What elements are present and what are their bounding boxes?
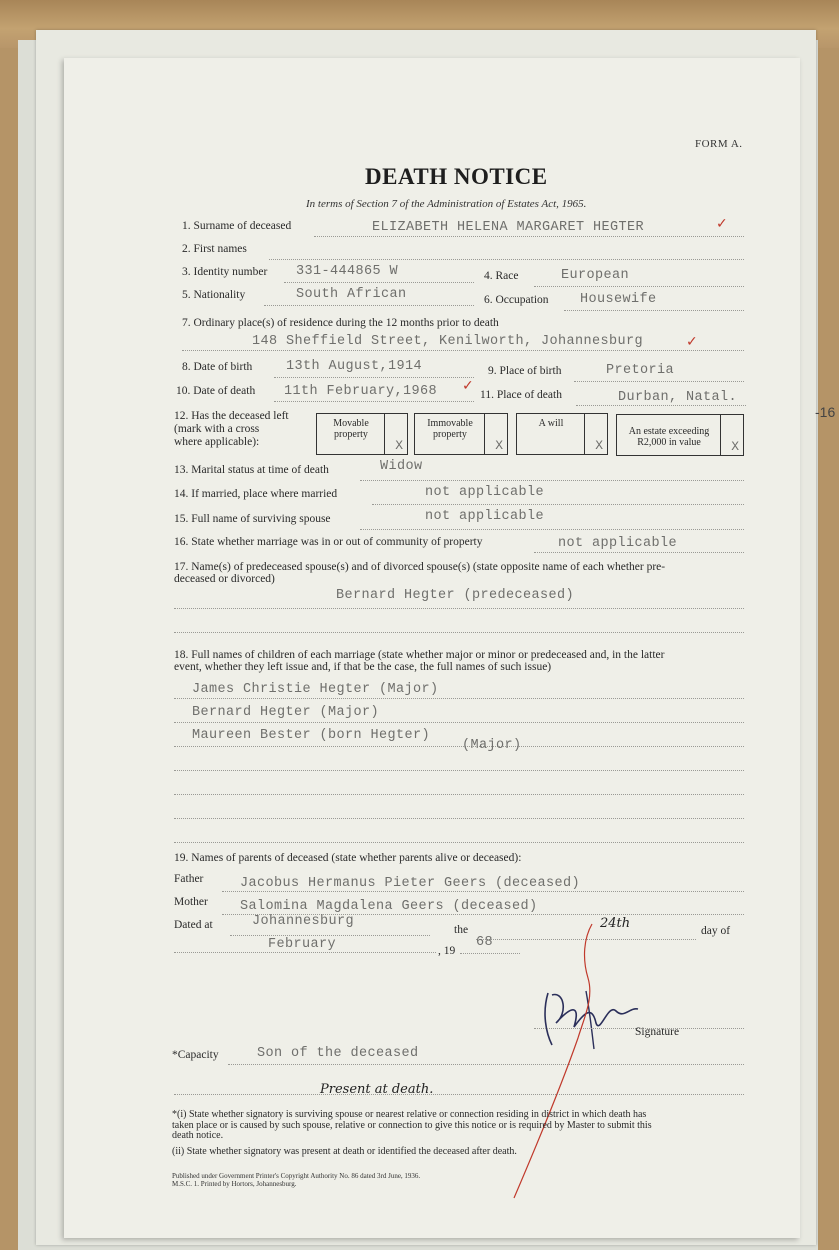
check-mark-icon: ✓ — [462, 378, 474, 394]
day-value: 24th — [600, 916, 631, 931]
capacity-label: *Capacity — [172, 1049, 219, 1061]
mother-label: Mother — [174, 896, 208, 908]
predeceased-spouse-value: Bernard Hegter (predeceased) — [336, 588, 575, 603]
mother-value: Salomina Magdalena Geers (deceased) — [240, 899, 538, 914]
nationality-label: 5. Nationality — [182, 289, 246, 301]
signature-label: Signature — [635, 1026, 680, 1038]
footnote-2: (ii) State whether signatory was present at death or identified the deceased after death. — [172, 1146, 517, 1157]
marital-status-label: 13. Marital status at time of death — [174, 464, 329, 476]
surviving-spouse-value: not applicable — [425, 509, 545, 524]
child-3-status: (Major) — [462, 738, 522, 753]
check-mark-icon: ✓ — [716, 216, 728, 232]
residence-value: 148 Sheffield Street, Kenilworth, Johannesburg — [252, 334, 644, 349]
children-label: 18. Full names of children of each marriage (state whether major or minor or predeceased and, in the latter — [174, 649, 665, 661]
day-of-label: day of — [701, 925, 731, 937]
year-value: 68 — [476, 935, 494, 950]
child-1: James Christie Hegter (Major) — [192, 682, 439, 697]
present-at-death-value: Present at death. — [320, 1082, 434, 1097]
form-subtitle: In terms of Section 7 of the Administration of Estates Act, 1965. — [306, 198, 587, 210]
race-label: 4. Race — [484, 270, 519, 282]
will-box: A will X — [516, 413, 608, 455]
footnote-1b: taken place or is caused by such spouse, relative or connection to give this notice or is required by Master to submit this — [172, 1119, 652, 1131]
estate-value-box: An estate exceeding R2,000 in value X — [616, 414, 744, 456]
form-label: FORM A. — [695, 138, 743, 150]
estate-left-label: 12. Has the deceased left — [174, 410, 289, 422]
estate-left-label-2: (mark with a cross — [174, 423, 260, 435]
pob-value: Pretoria — [606, 363, 675, 378]
married-place-value: not applicable — [425, 485, 545, 500]
year-prefix: , 19 — [438, 945, 456, 957]
predeceased-spouse-label: 17. Name(s) of predeceased spouse(s) and of divorced spouse(s) (state opposite name of each whether pre- — [174, 561, 666, 573]
footnote-1: *(i) State whether signatory is surviving spouse or nearest relative or connection residing in district in which death has — [172, 1109, 647, 1120]
predeceased-spouse-label-2: deceased or divorced) — [174, 573, 275, 585]
community-property-value: not applicable — [558, 536, 678, 551]
form-title: DEATH NOTICE — [365, 164, 548, 189]
immovable-property-mark: X — [495, 438, 503, 453]
red-annotation-line — [504, 918, 624, 1208]
will-mark: X — [595, 438, 603, 453]
dated-at-label: Dated at — [174, 919, 213, 931]
child-2: Bernard Hegter (Major) — [192, 705, 380, 720]
surname-value: ELIZABETH HELENA MARGARET HEGTER — [372, 220, 645, 235]
dated-place-value: Johannesburg — [252, 914, 355, 929]
dod-value: 11th February,1968 — [284, 384, 438, 399]
race-value: European — [561, 268, 630, 283]
capacity-value: Son of the deceased — [257, 1046, 419, 1061]
first-names-label: 2. First names — [182, 243, 247, 255]
child-3: Maureen Bester (born Hegter) — [192, 728, 431, 743]
dod-label: 10. Date of death — [176, 385, 256, 397]
father-label: Father — [174, 873, 204, 885]
footnote-1c: death notice. — [172, 1130, 224, 1141]
residence-label: 7. Ordinary place(s) of residence during the 12 months prior to death — [182, 317, 499, 329]
dob-label: 8. Date of birth — [182, 361, 253, 373]
id-number-label: 3. Identity number — [182, 266, 268, 278]
pod-value: Durban, Natal. — [618, 390, 738, 405]
estate-value-mark: X — [731, 439, 739, 454]
marital-status-value: Widow — [380, 459, 423, 474]
surviving-spouse-label: 15. Full name of surviving spouse — [174, 513, 331, 525]
occupation-value: Housewife — [580, 292, 657, 307]
margin-mark: -16 — [815, 404, 836, 420]
dob-value: 13th August,1914 — [286, 359, 423, 374]
printer-line-2: M.S.C. 1. Printed by Hortors, Johannesburg. — [172, 1179, 297, 1188]
pob-label: 9. Place of birth — [488, 365, 562, 377]
surname-label: 1. Surname of deceased — [182, 220, 292, 232]
movable-property-mark: X — [395, 438, 403, 453]
check-mark-icon: ✓ — [686, 334, 698, 350]
children-label-2: event, whether they left issue and, if that be the case, the full names of such issue) — [174, 661, 552, 673]
nationality-value: South African — [296, 287, 407, 302]
pod-label: 11. Place of death — [480, 389, 562, 401]
id-number-value: 331-444865 W — [296, 264, 399, 279]
community-property-label: 16. State whether marriage was in or out of community of property — [174, 536, 483, 548]
month-value: February — [268, 937, 337, 952]
movable-property-box: Movable property X — [316, 413, 408, 455]
married-place-label: 14. If married, place where married — [174, 488, 338, 500]
immovable-property-box: Immovable property X — [414, 413, 508, 455]
estate-left-label-3: where applicable): — [174, 436, 260, 448]
father-value: Jacobus Hermanus Pieter Geers (deceased) — [240, 876, 581, 891]
the-label: the — [454, 924, 469, 936]
occupation-label: 6. Occupation — [484, 294, 549, 306]
parents-label: 19. Names of parents of deceased (state whether parents alive or deceased): — [174, 852, 522, 864]
death-notice-form — [64, 58, 800, 1238]
printer-line-1: Published under Government Printer's Copyright Authority No. 86 dated 3rd June, 1936. — [172, 1172, 421, 1180]
